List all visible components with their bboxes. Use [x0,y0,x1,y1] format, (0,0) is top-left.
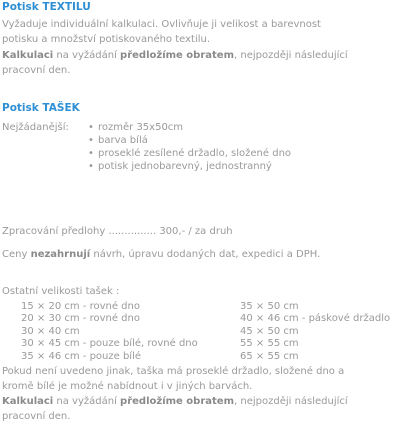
bags-most-requested-label: Nejžádanější: [2,122,69,133]
size-item: 15 × 20 cm - rovné dno [21,301,140,312]
footer-calc-line1 [2,394,348,409]
textile-description [2,17,321,47]
footer-note [2,364,344,394]
footer-calc-line2: pracovní den. [2,411,71,422]
other-sizes-column-2 [240,301,390,363]
textile-desc-line1: Vyžaduje individuální kalkulaci. Ovlivňuje ji velikost a barevnost [2,19,321,30]
prices-text: Ceny [2,249,31,260]
list-item: • barva bílá [88,134,291,147]
bags-spec-list [88,121,291,173]
size-item: 40 × 46 cm - páskové držadlo [240,313,391,325]
footer-calculation-note [2,394,348,424]
calc-text-rest: , nejpozději následující [234,396,348,407]
calc-text-rest: , nejpozději následující [234,50,348,61]
calc-emphasis: předložíme obratem [120,396,234,407]
textile-calc-line2: pracovní den. [2,65,71,76]
bags-heading: Potisk TAŠEK [2,102,80,114]
prices-note [2,249,320,260]
calc-emphasis: předložíme obratem [120,50,234,61]
textile-calc-line1 [2,48,348,63]
size-item: 45 × 50 cm [240,325,299,337]
list-item: • proseklé zesílené držadlo, složené dno [88,147,291,160]
size-item: 55 × 55 cm [240,338,299,350]
size-item: 30 × 40 cm [21,325,80,337]
prices-text-rest: návrh, úpravu dodaných dat, expedici a DPH. [90,249,321,260]
footer-line1: Pokud není uvedeno jinak, taška má proseklé držadlo, složené dno a [2,366,345,377]
size-item: 35 × 50 cm [240,301,299,312]
other-sizes-column-1 [21,301,198,363]
textile-desc-line2: potisku a množství potiskovaného textilu. [2,34,211,45]
artwork-preparation-price: Zpracování předlohy ............... 300,- / za druh [2,226,233,237]
size-item: 35 × 46 cm - pouze bílé [21,350,142,362]
calc-keyword: Kalkulaci [2,50,54,61]
list-item: • rozměr 35x50cm [88,121,291,134]
footer-line2: kromě bílé je možné nabídnout i v jiných barvách. [2,381,253,392]
size-item: 20 × 30 cm - rovné dno [21,313,140,325]
prices-emphasis: nezahrnují [30,249,91,260]
size-item: 30 × 45 cm - pouze bílé, rovné dno [21,338,198,350]
calc-text: na vyžádání [53,50,121,61]
textile-calculation-note [2,48,348,78]
calc-text: na vyžádání [53,396,121,407]
other-sizes-label: Ostatní velikosti tašek : [2,286,120,297]
textile-heading: Potisk TEXTILU [2,1,91,13]
calc-keyword: Kalkulaci [2,396,54,407]
list-item: • potisk jednobarevný, jednostranný [88,160,291,173]
size-item: 65 × 55 cm [240,350,299,362]
